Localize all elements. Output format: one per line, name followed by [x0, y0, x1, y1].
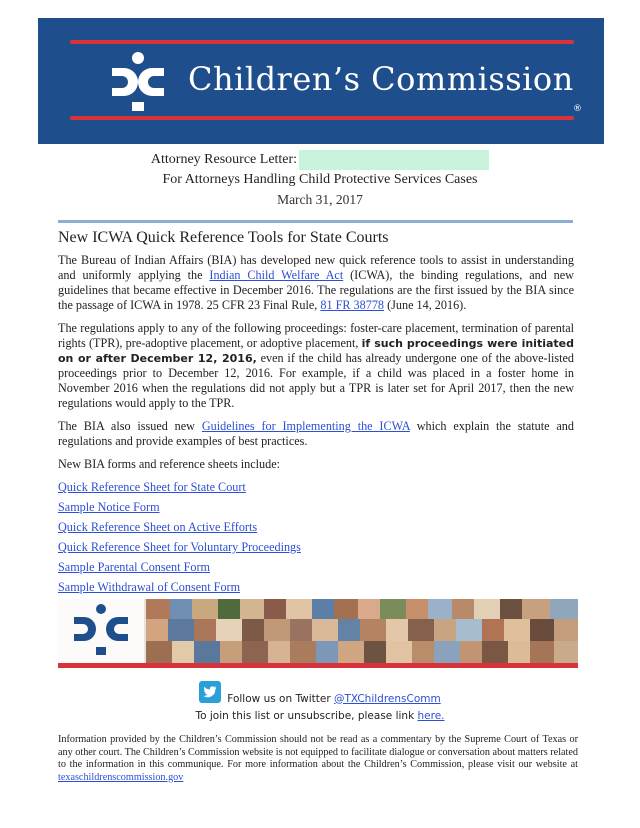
link-81fr[interactable]: 81 FR 38778 [320, 298, 385, 312]
list-item [58, 500, 574, 515]
brand-name: Children’s Commission [188, 60, 574, 98]
link-quick-reference-state-court[interactable]: Quick Reference Sheet for State Court [58, 480, 246, 494]
link-parental-consent[interactable]: Sample Parental Consent Form [58, 560, 210, 574]
paragraph-intro [58, 253, 574, 313]
twitter-icon[interactable] [199, 681, 221, 706]
banner-bottom-rule [70, 116, 574, 120]
subscribe-link[interactable]: here. [417, 710, 445, 722]
text: The BIA also issued new [58, 419, 202, 433]
resource-links [58, 480, 574, 595]
registered-mark: ® [573, 104, 582, 114]
text: The regulations apply to any of the following proceedings: foster-care placement, termination of parental rights (TPR), pre-adoptive placement, or adoptive placement, [58, 321, 574, 350]
letter-subtitle: For Attorneys Handling Child Protective Services Cases [162, 172, 478, 187]
twitter-handle-link[interactable]: @TXChildrensComm [333, 692, 441, 705]
photo-collage [58, 599, 578, 669]
text: which explain the statute and regulations and provide examples of best practices. [58, 419, 574, 448]
text: Information provided by the Children’s Commission should not be read as a commentary by the Supreme Court of Texas or any other court. The Children’s Commission website is not equipped to facilitate dialogue or conversation about matters related to the information in this communique. For more information about the Children’s Commission, please visit our website at [58, 734, 578, 770]
letter-title-text: Attorney Resource Letter: [150, 152, 298, 168]
follow-text [227, 693, 440, 705]
list-item [58, 520, 574, 535]
section-divider [58, 220, 573, 223]
link-voluntary-proceedings[interactable]: Quick Reference Sheet for Voluntary Proceedings [58, 540, 301, 554]
text: (June 14, 2016). [384, 298, 467, 312]
header-banner [38, 18, 604, 144]
text: The Bureau of Indian Affairs (BIA) has developed new quick reference tools to assist in understanding and uniformly applying the [58, 253, 574, 282]
footer-disclaimer [58, 734, 578, 784]
list-item [58, 580, 574, 595]
link-withdrawal-consent[interactable]: Sample Withdrawal of Consent Form [58, 580, 241, 594]
commission-logo-icon [108, 52, 168, 112]
text: To join this list or unsubscribe, please link [195, 710, 418, 722]
list-item [58, 480, 574, 495]
twitter-row [0, 681, 640, 706]
link-active-efforts[interactable]: Quick Reference Sheet on Active Efforts [58, 520, 258, 534]
website-link[interactable]: texaschildrenscommission.gov [58, 771, 184, 783]
link-guidelines[interactable]: Guidelines for Implementing the ICWA [201, 419, 410, 433]
article-title: New ICWA Quick Reference Tools for State Courts [58, 229, 389, 246]
highlight-box [299, 150, 489, 170]
list-item [58, 560, 574, 575]
paragraph-forms-intro: New BIA forms and reference sheets include: [58, 457, 280, 471]
letter-title [0, 150, 640, 170]
article-body [58, 230, 574, 641]
text: (ICWA), the binding regulations, and new guidelines that became effective in December 2016. The regulations are the first issued by the BIA since the passage of ICWA in 1978. 25 CFR 23 Final Rule, [58, 268, 574, 312]
letter-date: March 31, 2017 [277, 192, 363, 207]
link-sample-notice-form[interactable]: Sample Notice Form [58, 500, 160, 514]
bold-text: if such proceedings were initiated on or after December 12, 2016, [58, 337, 574, 365]
text: even if the child has already undergone one of the above-listed proceedings prior to December 12, 2016. For example, if a child was placed in a foster home in November 2016 when the regulations did not apply but a TPR is later set for April 2017, then the new regulations would apply to the TPR. [58, 351, 574, 410]
list-item [58, 540, 574, 555]
paragraph-regulations [58, 321, 574, 411]
text: Follow us on Twitter [227, 692, 334, 705]
paragraph-guidelines [58, 419, 574, 449]
link-icwa[interactable]: Indian Child Welfare Act [209, 268, 344, 282]
subscribe-row [0, 710, 640, 722]
banner-top-rule [70, 40, 574, 44]
